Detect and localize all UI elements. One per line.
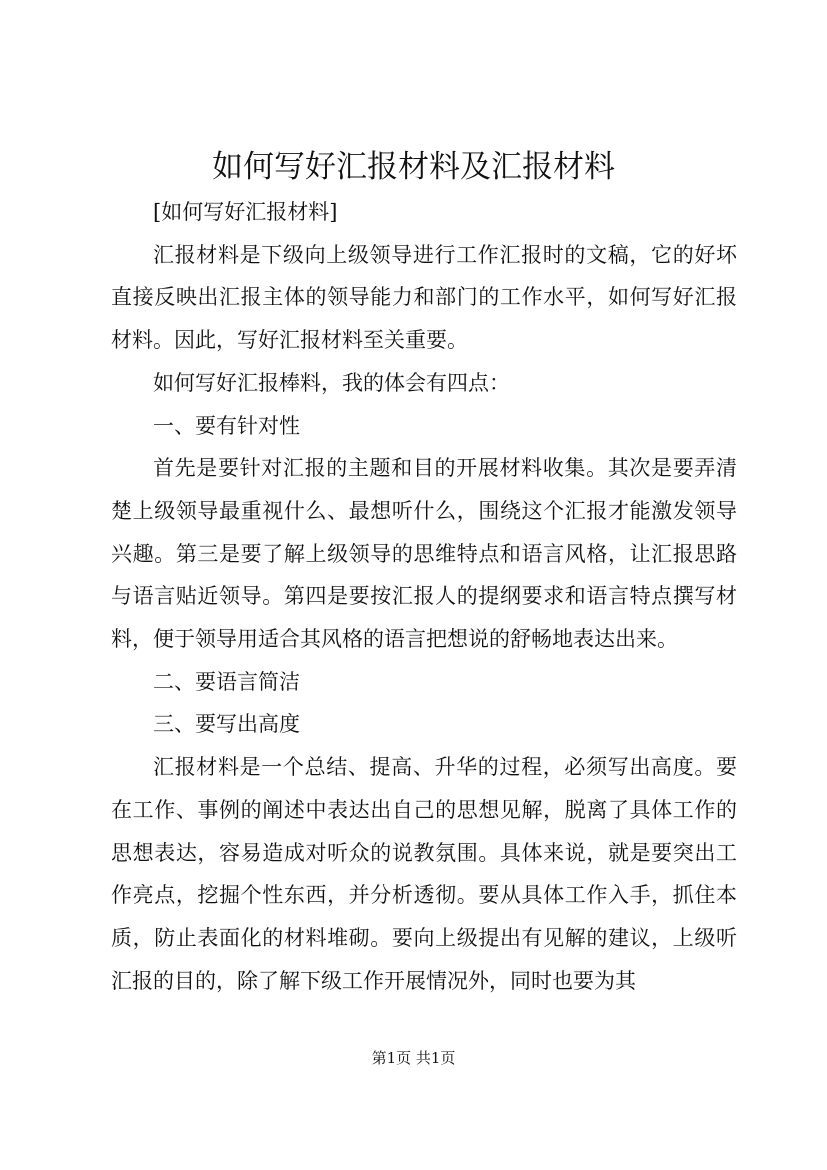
document-title: 如何写好汇报材料及汇报材料 bbox=[212, 149, 615, 185]
subtitle-paragraph: [如何写好汇报材料] bbox=[153, 200, 338, 224]
section-3-paragraph: 汇报材料是一个总结、提高、升华的过程，必须写出高度。要在工作、事例的阐述中表达出自己的思想见解，脱离了具体工作的思想表达，容易造成对听众的说教氛围。具体来说，就是要突出工作亮点，挖掘个性东西，并分析透彻。要从具体工作入手，抓住本质，防止表面化的材料堆砌。要向上级提出有见解的建议，上级听汇报的目的，除了解下级工作开展情况外，同时也要为其 bbox=[111, 755, 737, 993]
lead-paragraph: 如何写好汇报棒料，我的体会有四点： bbox=[153, 370, 510, 395]
section-heading-2: 二、要语言简洁 bbox=[153, 669, 300, 694]
intro-paragraph: 汇报材料是下级向上级领导进行工作汇报时的文稿，它的好坏直接反映出汇报主体的领导能力和部门的工作水平，如何写好汇报材料。因此，写好汇报材料至关重要。 bbox=[111, 242, 737, 353]
page-footer: 第1页 共1页 bbox=[371, 1049, 456, 1067]
section-1-paragraph: 首先是要针对汇报的主题和目的开展材料收集。其次是要弄清楚上级领导最重视什么、最想听什么，围绕这个汇报才能激发领导兴趣。第三是要了解上级领导的思维特点和语言风格，让汇报思路与语言贴近领导。第四是要按汇报人的提纲要求和语言特点撰写材料，便于领导用适合其风格的语言把想说的舒畅地表达出来。 bbox=[111, 456, 737, 652]
section-heading-1: 一、要有针对性 bbox=[153, 413, 300, 438]
document-body bbox=[111, 191, 737, 1002]
section-heading-3: 三、要写出高度 bbox=[153, 712, 300, 737]
